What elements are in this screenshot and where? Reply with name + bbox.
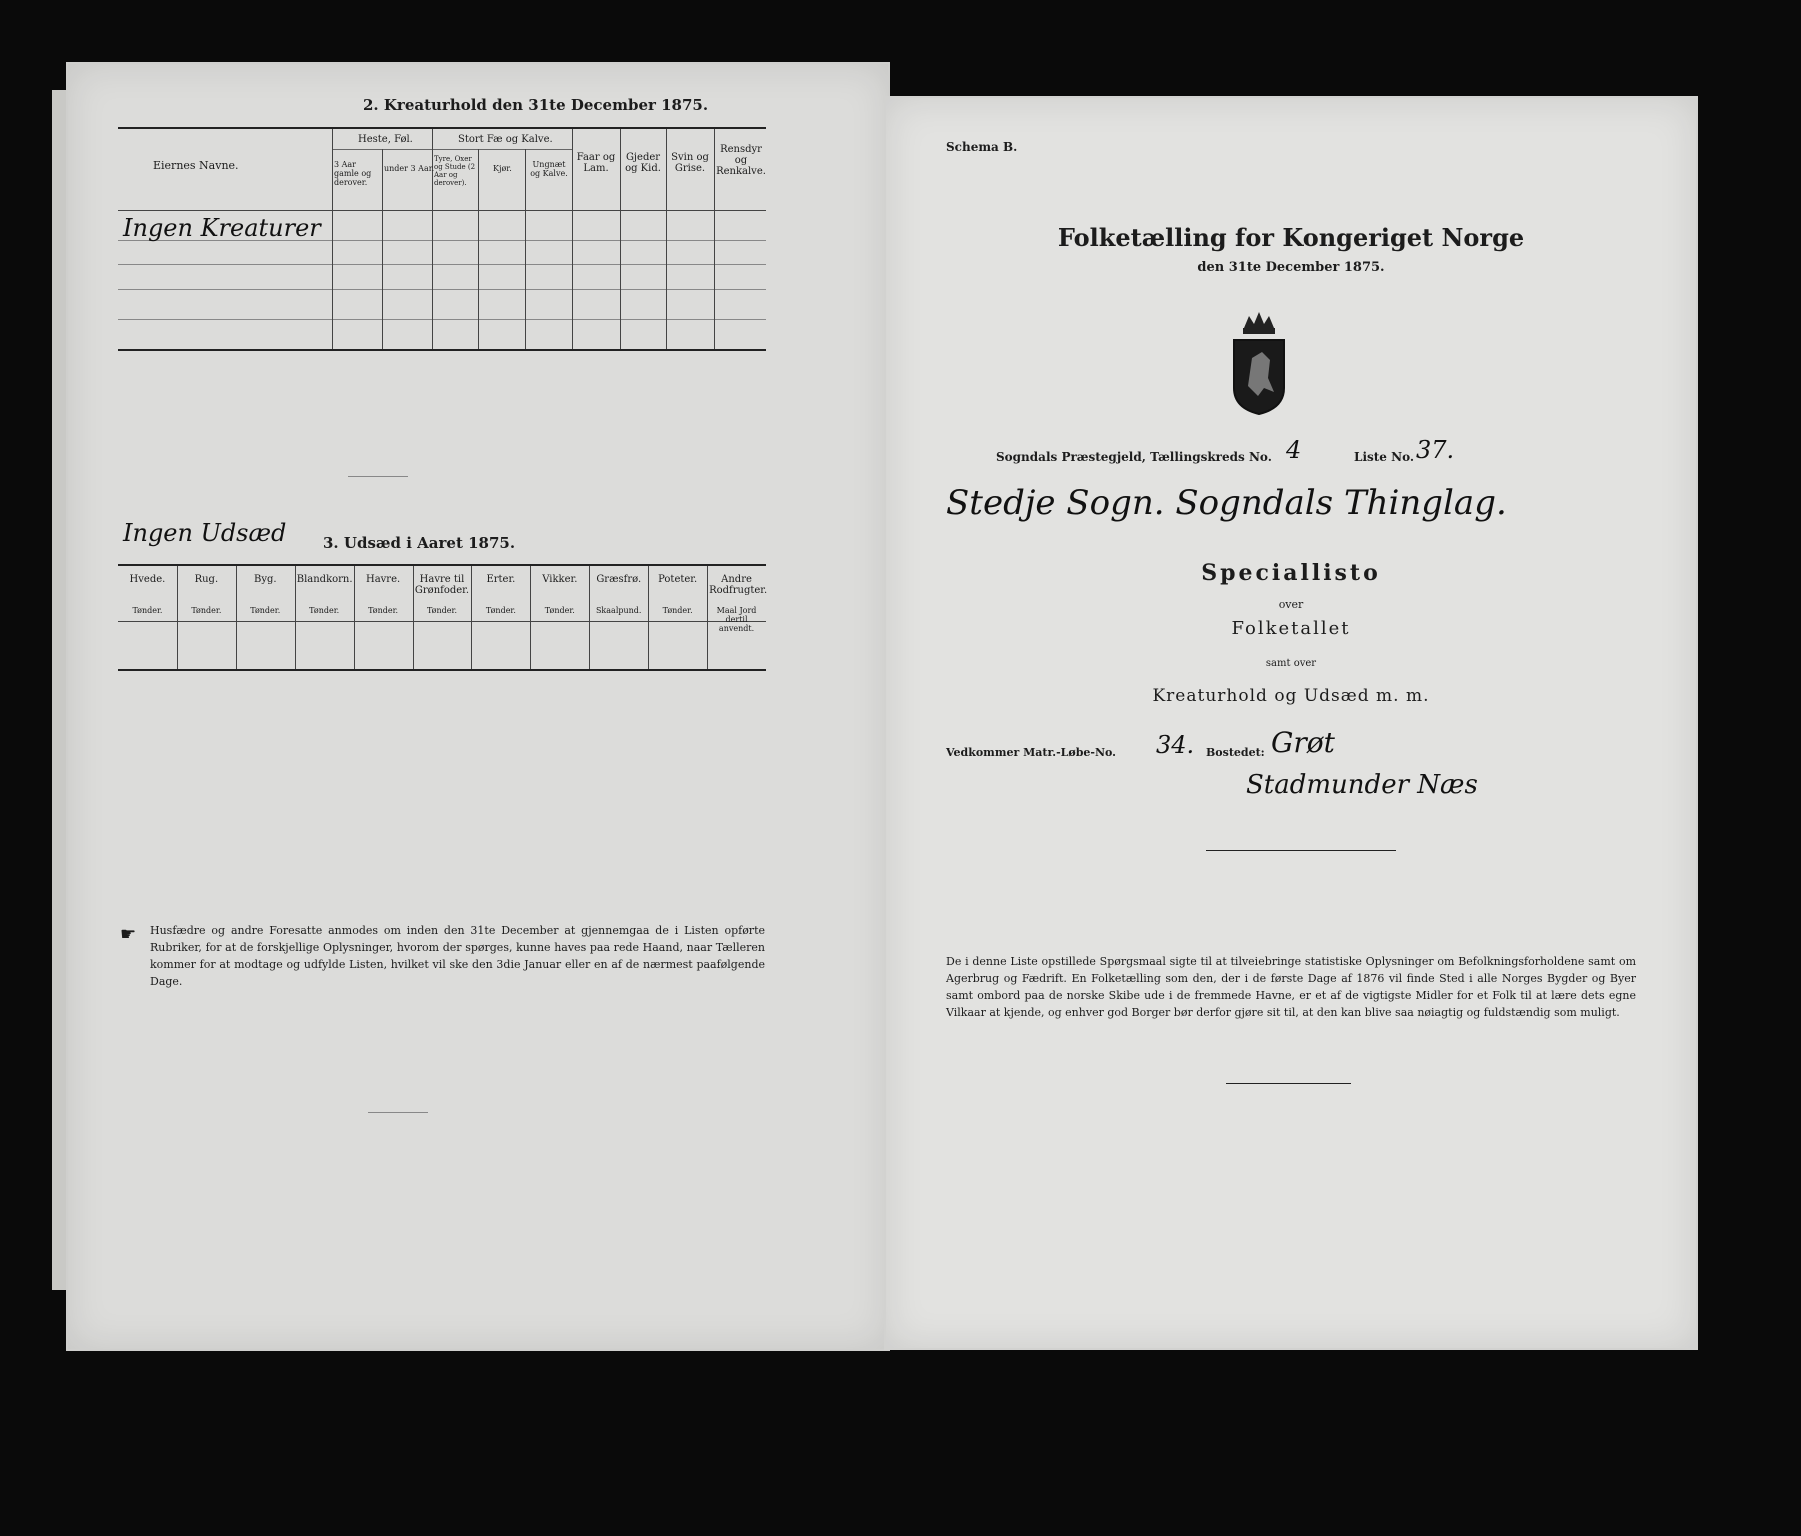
table3-col-line [236,566,237,669]
table3-col-name: Hvede. [129,574,166,585]
table3-col-unit: Tønder. [368,606,399,615]
table3-col-name: Vikker. [542,574,578,585]
page-edge [52,90,66,1290]
table3-col-name: Rug. [194,574,219,585]
owner-header: Eiernes Navne. [153,159,239,172]
pointing-hand-icon: ☛ [120,924,137,945]
table2-col-line [666,129,667,349]
table3-bottom-rule [118,669,766,671]
section2-title: 2. Kreaturhold den 31te December 1875. [363,96,709,114]
handwritten-udsaed: Ingen Udsæd [123,519,287,547]
separator [1206,850,1396,851]
bostedet-label: Bostedet: [1206,746,1265,759]
section3-title: 3. Udsæd i Aaret 1875. [323,534,516,552]
table3-col-name: Havre. [365,574,401,585]
table3-col-unit: Tønder. [544,606,575,615]
table3-col-line [589,566,590,669]
table3-col-unit: Tønder. [426,606,457,615]
table2-col-line [620,129,621,349]
table3-col-name: Erter. [486,574,516,585]
handwritten-kreaturer: Ingen Kreaturer [123,214,321,242]
table2-col-line [525,149,526,349]
gjeder-header: Gjeder og Kid. [625,152,661,174]
faar-header: Faar og Lam. [576,152,616,174]
stort-sub2: Kjør. [493,164,512,173]
table3-col-unit: Tønder. [485,606,516,615]
footer-text: De i denne Liste opstillede Spørgsmaal sigte til at tilveiebringe statistiske Oplysninger om Befolkningsforholdene samt om Agerbrug og Fædrift. En Folketælling som den, der i de første Dage af 1876 vil finde Sted i alle Norges Bygder og Byer samt ombord paa de norske Skibe ude i de fremmede Havne, er et af de vigtigste Midler for et Folk til at lære dets egne Vilkaar at kjende, og enhver god Borger bør derfor gjøre sit til, at den kan blive saa nøiagtig og fuldstændig som muligt. [946,955,1636,1019]
table3-top-rule [118,564,766,566]
stort-sub3: Ungnæt og Kalve. [530,160,568,178]
table3-col-unit: Skaalpund. [595,606,642,615]
table2-col-line [332,129,333,349]
table2-col-line [478,149,479,349]
table3-col-line [354,566,355,669]
table2-sub-rule [432,149,572,150]
census-date: den 31te December 1875. [1197,260,1385,275]
table3-col-line [707,566,708,669]
heste-header: Heste, Føl. [358,134,413,145]
table2-col-line [382,149,383,349]
heste-sub1: 3 Aar gamle og derover. [334,160,372,187]
notice-text: Husfædre og andre Foresatte anmodes om inden den 31te December at gjennemgaa de i Listen opførte Rubriker, for at de forskjellige Oplysninger, hvorom der spørges, kunne haves paa rede Haand, naar Tælleren kommer for at modtage og udfylde Listen, hvilket vil ske den 3die Januar eller en af de nærmest paafølgende Dage. [150,924,765,988]
table3-col-unit: Tønder. [132,606,163,615]
right-page [884,96,1698,1350]
table2-header-rule [118,210,766,211]
bostedet-value-2: Stadmunder Næs [1246,770,1478,800]
speciallisto-title: Speciallisto [1201,560,1381,586]
table2-col-line [432,129,433,349]
separator [368,1112,428,1113]
heste-sub2: under 3 Aar. [384,164,435,173]
table3-col-name: Poteter. [658,574,698,585]
rensdyr-header: Rensdyr og Renkalve. [716,144,766,177]
prestegjeld-label: Sogndals Præstegjeld, Tællingskreds No. [996,450,1272,464]
table3-col-unit: Maal Jord dertil anvendt. [716,606,757,633]
table3-col-unit: Tønder. [309,606,340,615]
main-title: Folketælling for Kongeriget Norge [1057,223,1525,252]
schema-label: Schema B. [946,140,1018,154]
separator [1226,1083,1351,1084]
separator [348,476,408,477]
table2-row-line [118,289,766,290]
table3-col-unit: Tønder. [191,606,222,615]
table3-col-line [648,566,649,669]
stort-sub1: Tyre, Oxer og Stude (2 Aar og derover). [434,155,476,187]
matr-number: 34. [1156,731,1195,759]
samt-over-text: samt over [1265,658,1317,669]
matr-label: Vedkommer Matr.-Løbe-No. [946,746,1116,759]
coat-of-arms-icon [1224,308,1294,418]
table3-col-name: Byg. [253,574,277,585]
table3-col-name: Blandkorn. [296,574,353,585]
liste-label: Liste No. [1354,450,1415,464]
over-text: over [1278,598,1304,611]
kreaturhold-text: Kreaturhold og Udsæd m. m. [1152,686,1430,706]
left-page [66,62,890,1351]
table2-row-line [118,264,766,265]
table3-col-name: Græsfrø. [596,574,642,585]
kreds-number: 4 [1286,436,1302,464]
table3-col-name: Havre til Grønfoder. [414,574,470,596]
handwritten-sogn: Stedje Sogn. Sogndals Thinglag. [946,483,1507,523]
table3-col-line [177,566,178,669]
table3-col-line [295,566,296,669]
table2-col-line [714,129,715,349]
table3-col-name: Andre Rodfrugter. [709,574,768,596]
stort-header: Stort Fæ og Kalve. [458,134,553,145]
svin-header: Svin og Grise. [671,152,709,174]
folketallet-text: Folketallet [1231,618,1351,639]
table3-col-line [471,566,472,669]
liste-number: 37. [1416,436,1455,464]
table3-col-unit: Tønder. [662,606,693,615]
bostedet-value-1: Grøt [1271,726,1335,759]
table2-bottom-rule [118,349,766,351]
table2-top-rule [118,127,766,129]
table3-col-line [530,566,531,669]
table2-row-line [118,319,766,320]
table2-col-line [572,129,573,349]
table3-col-line [413,566,414,669]
table3-header-rule [118,621,766,622]
table3-col-unit: Tønder. [250,606,281,615]
